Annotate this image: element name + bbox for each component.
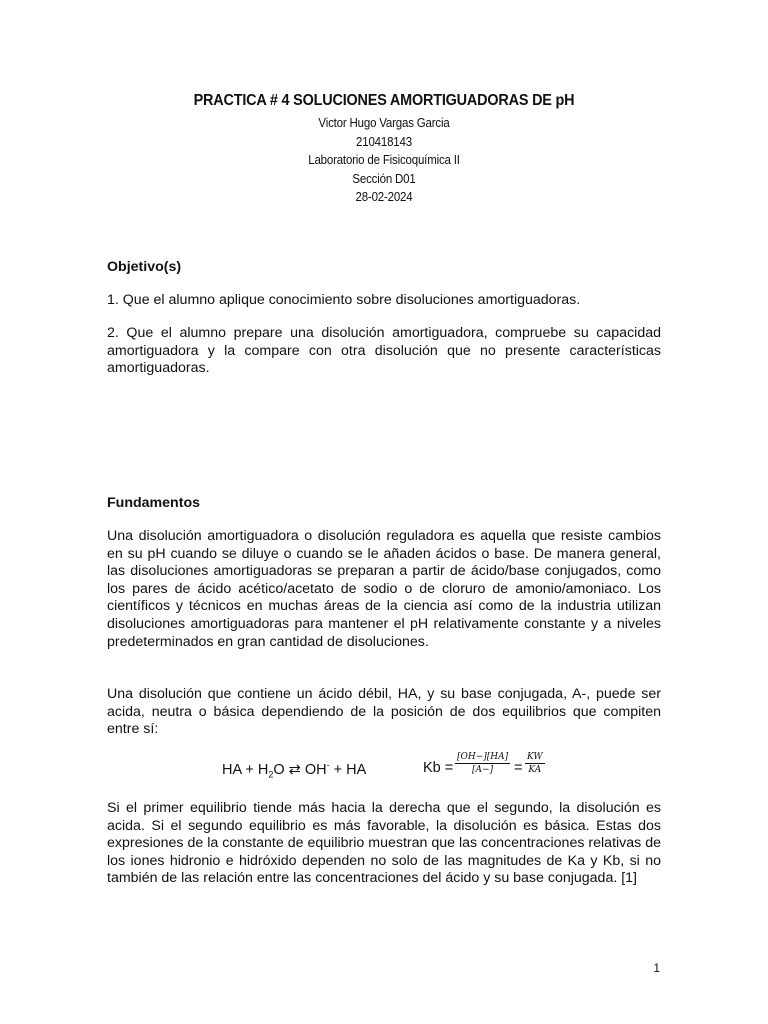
document-header (0, 92, 768, 207)
section-label: Sección D01 (352, 171, 416, 186)
page-title: PRACTICA # 4 SOLUCIONES AMORTIGUADORAS DE pH (193, 92, 575, 109)
kb-fraction-2: $\frac{KW}{KA}$ (527, 752, 543, 775)
page-number: 1 (653, 961, 660, 975)
document-date: 28-02-2024 (355, 190, 413, 204)
author-name: Victor Hugo Vargas Garcia (318, 116, 450, 130)
kb-label: Kb = (423, 760, 454, 776)
objective-item-1: 1. Que el alumno aplique conocimiento sobre disoluciones amortiguadoras. (107, 292, 581, 308)
equilibrium-equation (0, 752, 768, 786)
fundamentals-paragraph-2: Una disolución que contiene un ácido débil, HA, y su base conjugada, A-, puede ser acida, neutra o básica dependiendo de la posición de dos equilibrios que compiten entre sí: (107, 686, 661, 738)
reaction-equation: HA + $H_2O$ ⇄ OH- + HA (222, 760, 367, 780)
course-name: Laboratorio de Fisicoquímica II (308, 153, 460, 167)
student-id: 210418143 (356, 134, 412, 149)
fundamentals-paragraph-1: Una disolución amortiguadora o disolución reguladora es aquella que resiste cambios en su pH cuando se diluye o cuando se le añaden ácidos o base. De manera general, las disoluciones amortiguadoras se preparan a partir de ácido/base conjugados, como los pares de ácido acético/acetato de sodio o de cloruro de amonio/amoniaco. Los científicos y técnicos en muchas áreas de la ciencia así como de la industria utilizan disoluciones amortiguadoras para mantener el pH relativamente constante y a niveles predeterminados en gran cantidad de disoluciones. (107, 528, 661, 650)
fundamentals-paragraph-3: Si el primer equilibrio tiende más hacia la derecha que el segundo, la disolución es acida. Si el segundo equilibrio es más favorable, la disolución es básica. Estas dos expresiones de la constante de equilibrio muestran que las concentraciones relativas de los iones hidronio e hidróxido dependen no solo de las magnitudes de Ka y Kb, si no también de las relación entre las concentraciones del ácido y su base conjugada. [1] (107, 800, 661, 887)
kb-fraction-1: $\frac{[OH-][HA]}{[A-]}$ (457, 752, 509, 775)
fundamentals-heading: Fundamentos (107, 495, 201, 511)
objectives-heading: Objetivo(s) (107, 259, 182, 275)
objective-item-2: 2. Que el alumno prepare una disolución amortiguadora, compruebe su capacidad amortiguadora y la compare con otra disolución que no presente características amortiguadoras. (107, 325, 661, 377)
equals-sign: = (514, 760, 523, 776)
